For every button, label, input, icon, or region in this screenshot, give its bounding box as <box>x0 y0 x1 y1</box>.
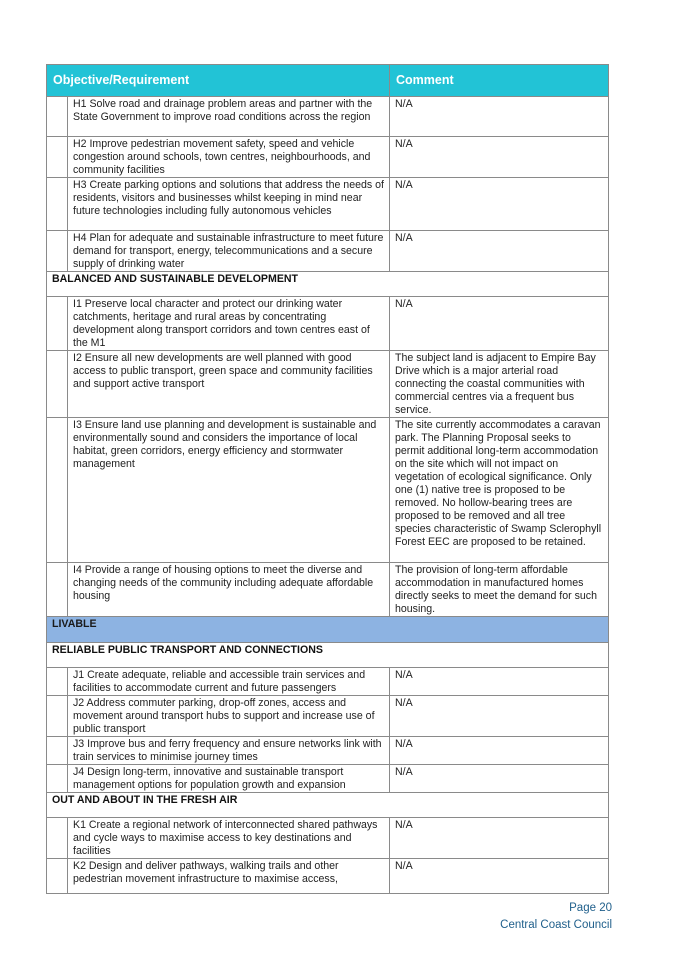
comment-cell: The provision of long-term affordable accommodation in manufactured homes directly seeks to meet the demand for such housing. <box>390 563 609 617</box>
table-row <box>47 297 609 351</box>
comment-cell: N/A <box>390 696 609 737</box>
objectives-table <box>46 64 609 894</box>
livable-row <box>47 617 609 643</box>
table-row <box>47 97 609 137</box>
table-row <box>47 231 609 272</box>
comment-cell: N/A <box>390 737 609 765</box>
comment-cell: The site currently accommodates a caravan park. The Planning Proposal seeks to permit additional long-term accommodation on the site which will not impact on vegetation of ecological significance. Only one (1) native tree is proposed to be removed. No hollow-bearing trees are proposed to be removed and all tree species characteristic of Swamp Sclerophyll Forest EEC are proposed to be retained. <box>390 418 609 563</box>
comment-cell: N/A <box>390 178 609 231</box>
comment-cell: N/A <box>390 231 609 272</box>
section-heading-livable: LIVABLE <box>47 617 609 643</box>
comment-cell: N/A <box>390 97 609 137</box>
comment-cell: N/A <box>390 137 609 178</box>
table-row <box>47 668 609 696</box>
header-objective: Objective/Requirement <box>47 65 390 97</box>
council-name: Central Coast Council <box>500 919 612 931</box>
requirement-cell: H4 Plan for adequate and sustainable infrastructure to meet future demand for transport, energy, telecommunications and a secure supply of drinking water <box>68 231 390 272</box>
table-header-row <box>47 65 609 97</box>
table-row <box>47 418 609 563</box>
requirement-cell: I4 Provide a range of housing options to meet the diverse and changing needs of the community including adequate affordable housing <box>68 563 390 617</box>
section-row <box>47 272 609 297</box>
page-number: Page 20 <box>569 902 612 914</box>
table-row <box>47 818 609 859</box>
section-heading-balanced: BALANCED AND SUSTAINABLE DEVELOPMENT <box>47 272 609 297</box>
comment-cell: N/A <box>390 859 609 894</box>
table-row <box>47 178 609 231</box>
table-row <box>47 696 609 737</box>
requirement-cell: H1 Solve road and drainage problem areas and partner with the State Government to improve road conditions across the region <box>68 97 390 137</box>
table-row <box>47 859 609 894</box>
table-row <box>47 737 609 765</box>
comment-cell: The subject land is adjacent to Empire Bay Drive which is a major arterial road connecting the coastal communities with commercial centres via a frequent bus service. <box>390 351 609 418</box>
table-row <box>47 351 609 418</box>
requirement-cell: J1 Create adequate, reliable and accessible train services and facilities to accommodate current and future passengers <box>68 668 390 696</box>
table-row <box>47 137 609 178</box>
requirement-cell: K1 Create a regional network of interconnected shared pathways and cycle ways to maximise access to key destinations and facilities <box>68 818 390 859</box>
section-row <box>47 643 609 668</box>
comment-cell: N/A <box>390 297 609 351</box>
comment-cell: N/A <box>390 668 609 696</box>
requirement-cell: J3 Improve bus and ferry frequency and ensure networks link with train services to minimise journey times <box>68 737 390 765</box>
comment-cell: N/A <box>390 765 609 793</box>
requirement-cell: H3 Create parking options and solutions that address the needs of residents, visitors and businesses whilst keeping in mind near future technologies including fully autonomous vehicles <box>68 178 390 231</box>
requirement-cell: I2 Ensure all new developments are well planned with good access to public transport, green space and community facilities and support active transport <box>68 351 390 418</box>
requirement-cell: J2 Address commuter parking, drop-off zones, access and movement around transport hubs to support and increase use of public transport <box>68 696 390 737</box>
table-row <box>47 563 609 617</box>
requirement-cell: K2 Design and deliver pathways, walking trails and other pedestrian movement infrastructure to maximise access, <box>68 859 390 894</box>
requirement-cell: I3 Ensure land use planning and development is sustainable and environmentally sound and considers the importance of local habitat, green corridors, energy efficiency and stormwater management <box>68 418 390 563</box>
requirement-cell: I1 Preserve local character and protect our drinking water catchments, heritage and rural areas by concentrating development along transport corridors and town centres east of the M1 <box>68 297 390 351</box>
comment-cell: N/A <box>390 818 609 859</box>
requirement-cell: J4 Design long-term, innovative and sustainable transport management options for population growth and expansion <box>68 765 390 793</box>
table-row <box>47 765 609 793</box>
header-comment: Comment <box>390 65 609 97</box>
requirement-cell: H2 Improve pedestrian movement safety, speed and vehicle congestion around schools, town centres, neighbourhoods, and community facilities <box>68 137 390 178</box>
section-heading-transport: RELIABLE PUBLIC TRANSPORT AND CONNECTIONS <box>47 643 609 668</box>
section-heading-fresh-air: OUT AND ABOUT IN THE FRESH AIR <box>47 793 609 818</box>
section-row <box>47 793 609 818</box>
